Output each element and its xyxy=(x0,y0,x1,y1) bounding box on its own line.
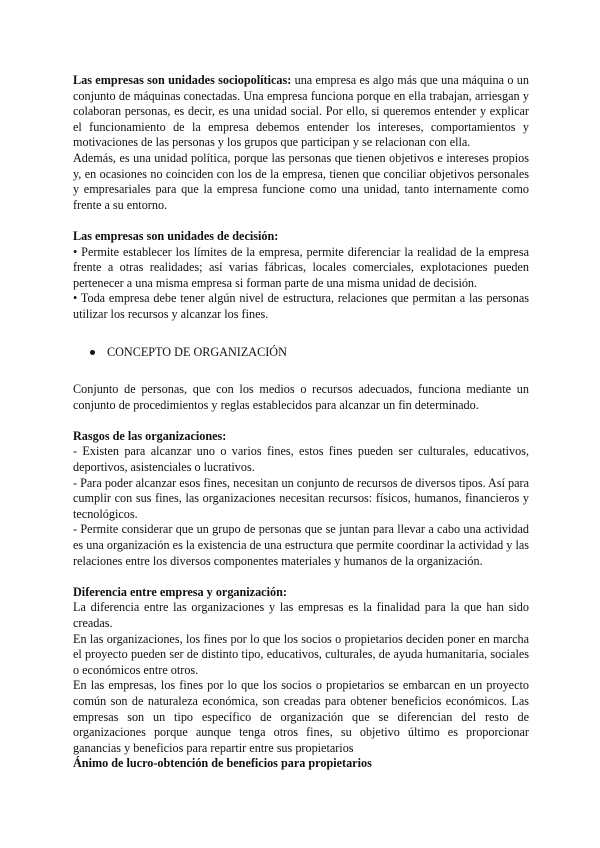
paragraph-unidad-politica: Además, es una unidad política, porque las personas que tienen objetivos e intereses propios y, en ocasiones no coinciden con los de la empresa, tienen que conciliar objetivos personales y empresariales para que la empresa funcione como una unidad, tanto internamente como frente a su entorno. xyxy=(73,150,529,212)
heading-animo-lucro xyxy=(73,756,529,772)
paragraph: En las organizaciones, los fines por lo que los socios o propietarios deciden poner en marcha el proyecto pueden ser de distinto tipo, educativos, culturales, de ayuda humanitaria, sociales o económicos entre otros. xyxy=(73,631,529,677)
list-item: - Permite considerar que un grupo de personas que se juntan para llevar a cabo una actividad es una organización es la existencia de una estructura que permite coordinar la actividad y las relaciones entre los diversos componentes materiales y humanos de la organización. xyxy=(73,522,529,568)
bullet-heading-concepto xyxy=(73,345,529,361)
bullet-heading-text: CONCEPTO DE ORGANIZACIÓN xyxy=(107,344,287,359)
list-item: • Permite establecer los límites de la empresa, permite diferenciar la realidad de la empresa frente a otras realidades; así varias fábricas, locales comerciales, explotaciones pueden pertenecer a una misma empresa si forman parte de una misma unidad de decisión. xyxy=(73,244,529,290)
list-item: - Para poder alcanzar esos fines, necesitan un conjunto de recursos de diversos tipos. Así para cumplir con sus fines, las organizaciones necesitan recursos: físicos, humanos, financieros y tecnológicos. xyxy=(73,475,529,521)
heading-sociopoliticas: Las empresas son unidades sociopolíticas: xyxy=(73,73,292,87)
list-item: • Toda empresa debe tener algún nivel de estructura, relaciones que permitan a las personas utilizar los recursos y alcanzar los fines. xyxy=(73,291,529,321)
heading-text: Las empresas son unidades de decisión: xyxy=(73,228,279,243)
bullet-icon xyxy=(90,350,95,355)
heading-unidades-decision xyxy=(73,229,529,245)
list-item: - Existen para alcanzar uno o varios fines, estos fines pueden ser culturales, educativos, deportivos, asistenciales o lucrativos. xyxy=(73,444,529,475)
paragraph-definition: Conjunto de personas, que con los medios o recursos adecuados, funciona mediante un conjunto de procedimientos y reglas establecidos para alcanzar un fin determinado. xyxy=(73,382,529,412)
heading-text: Rasgos de las organizaciones: xyxy=(73,428,227,443)
paragraph-sociopoliticas xyxy=(73,73,529,151)
paragraph: En las empresas, los fines por lo que los socios o propietarios se embarcan en un proyecto común son de naturaleza económica, son creadas para obtener beneficios económicos. Las empresas son un tipo específico de organización que se diferencian del resto de organizaciones porque aunque tenga otros fines, su objetivo último es proporcionar ganancias y beneficios para repartir entre sus propietarios xyxy=(73,678,529,755)
paragraph-text: una empresa es algo más que una máquina o un conjunto de máquinas conectadas. Una empresa funciona porque en ella trabajan, arriesgan y colaboran personas, es decir, es una unidad social. Por ello, si queremos entender y explicar el funcionamiento de la empresa debemos entender los intereses, comportamientos y motivaciones de las personas y los grupos que participan y se relacionan con ella. xyxy=(73,73,529,150)
heading-text: Diferencia entre empresa y organización: xyxy=(73,584,287,599)
heading-rasgos xyxy=(73,429,529,445)
document-body xyxy=(73,73,529,772)
paragraph: La diferencia entre las organizaciones y las empresas es la finalidad para la que han sido creadas. xyxy=(73,600,529,630)
heading-diferencia xyxy=(73,585,529,601)
heading-text: Ánimo de lucro-obtención de beneficios para propietarios xyxy=(73,756,372,771)
